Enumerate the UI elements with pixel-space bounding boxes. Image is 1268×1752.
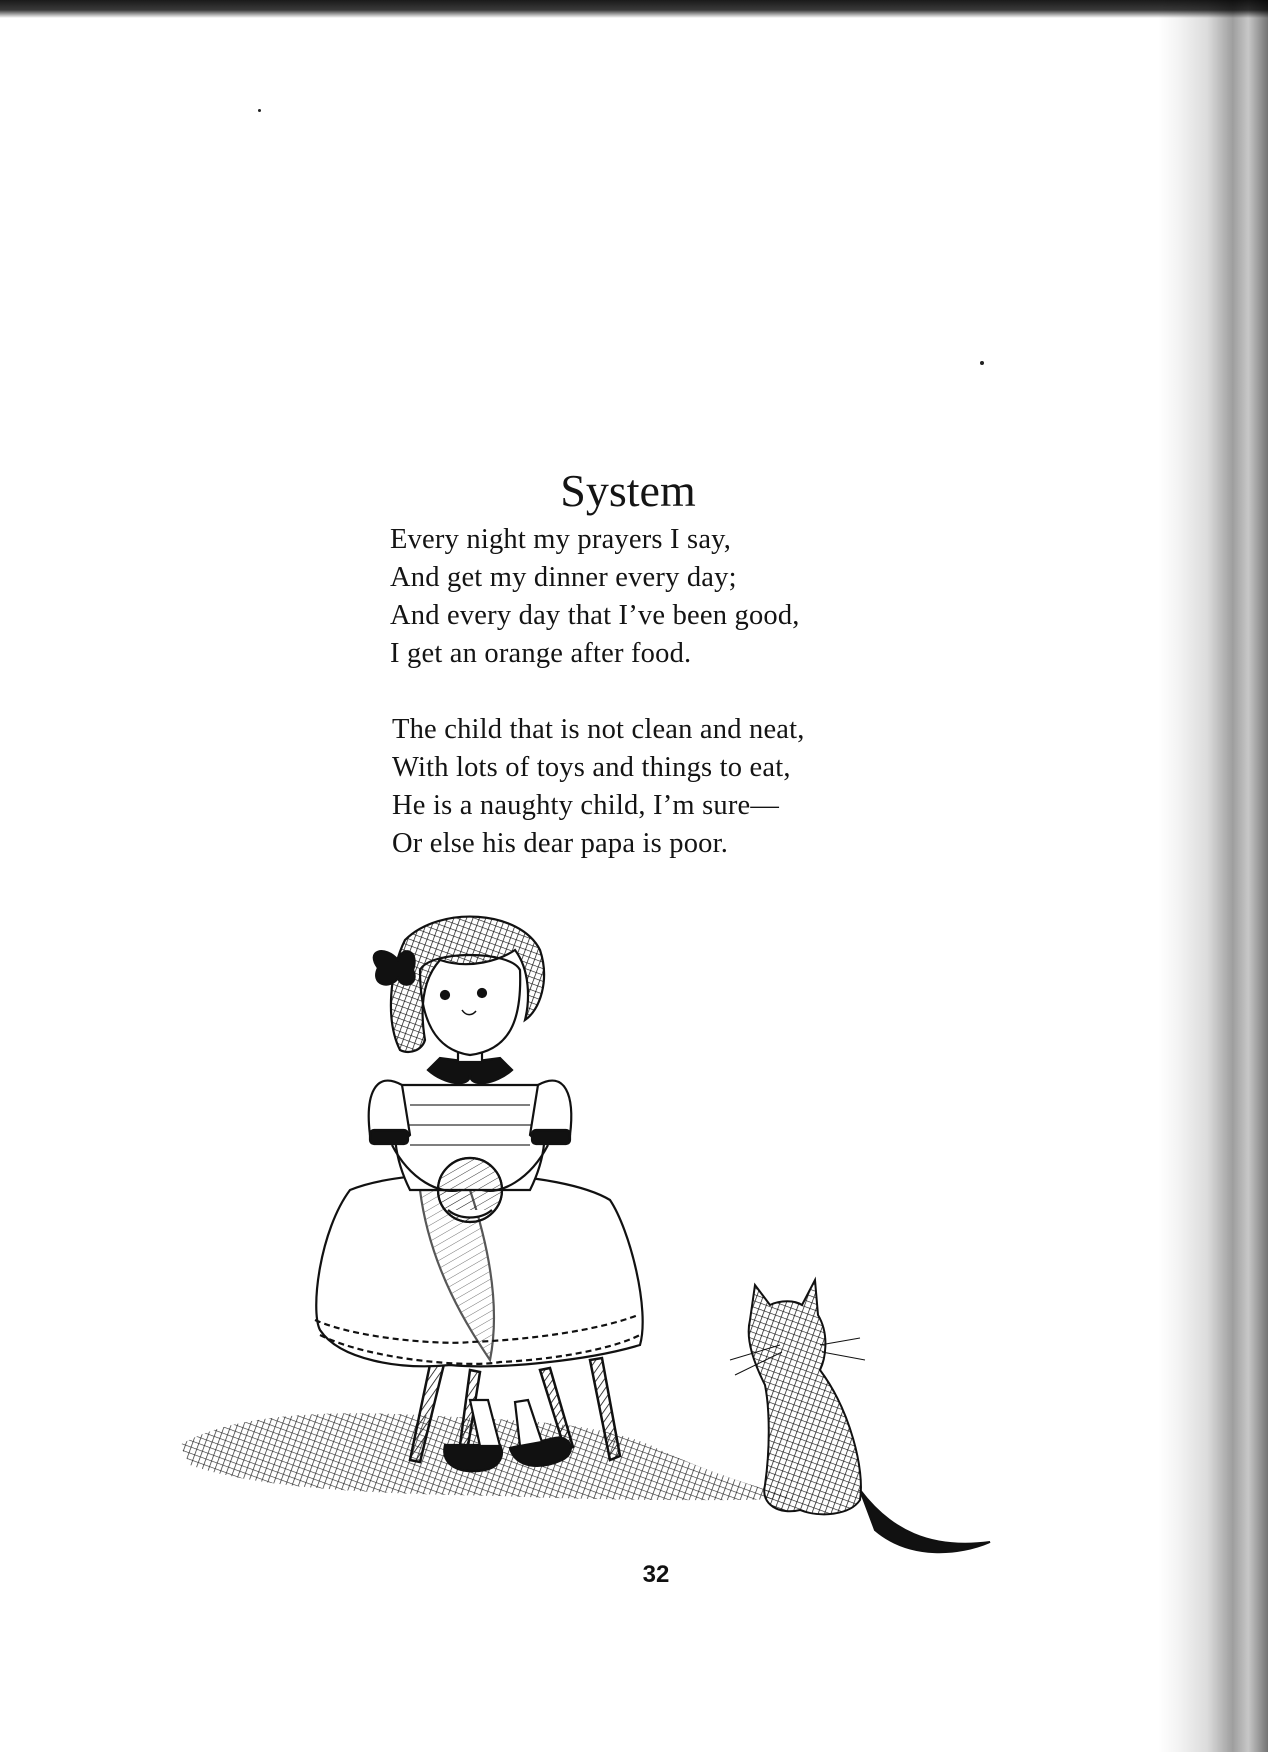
poem-stanza-1 — [390, 521, 800, 673]
poem-line: And get my dinner every day; — [390, 562, 737, 593]
scan-speck — [258, 109, 261, 112]
poem-line: He is a naughty child, I’m sure— — [392, 790, 780, 821]
scan-top-edge — [0, 0, 1268, 18]
girl-and-cat-illustration — [170, 890, 1070, 1610]
scan-speck — [980, 361, 984, 365]
poem-line: And every day that I’ve been good, — [390, 600, 800, 631]
poem-line: Or else his dear papa is poor. — [392, 828, 729, 859]
page-number-text: 32 — [642, 1561, 670, 1588]
illustration-drawing — [170, 890, 1070, 1610]
poem-line: The child that is not clean and neat, — [392, 714, 805, 745]
poem-line: Every night my prayers I say, — [390, 524, 732, 555]
cat — [730, 1280, 990, 1552]
poem-title-text: System — [560, 464, 696, 516]
girl — [315, 917, 643, 1472]
page-number — [0, 1560, 1268, 1590]
poem-line: I get an orange after food. — [390, 638, 692, 669]
poem-stanza-2 — [392, 711, 805, 863]
book-spine-shadow — [1158, 0, 1268, 1752]
poem-line: With lots of toys and things to eat, — [392, 752, 791, 783]
poem-title — [0, 463, 1268, 519]
